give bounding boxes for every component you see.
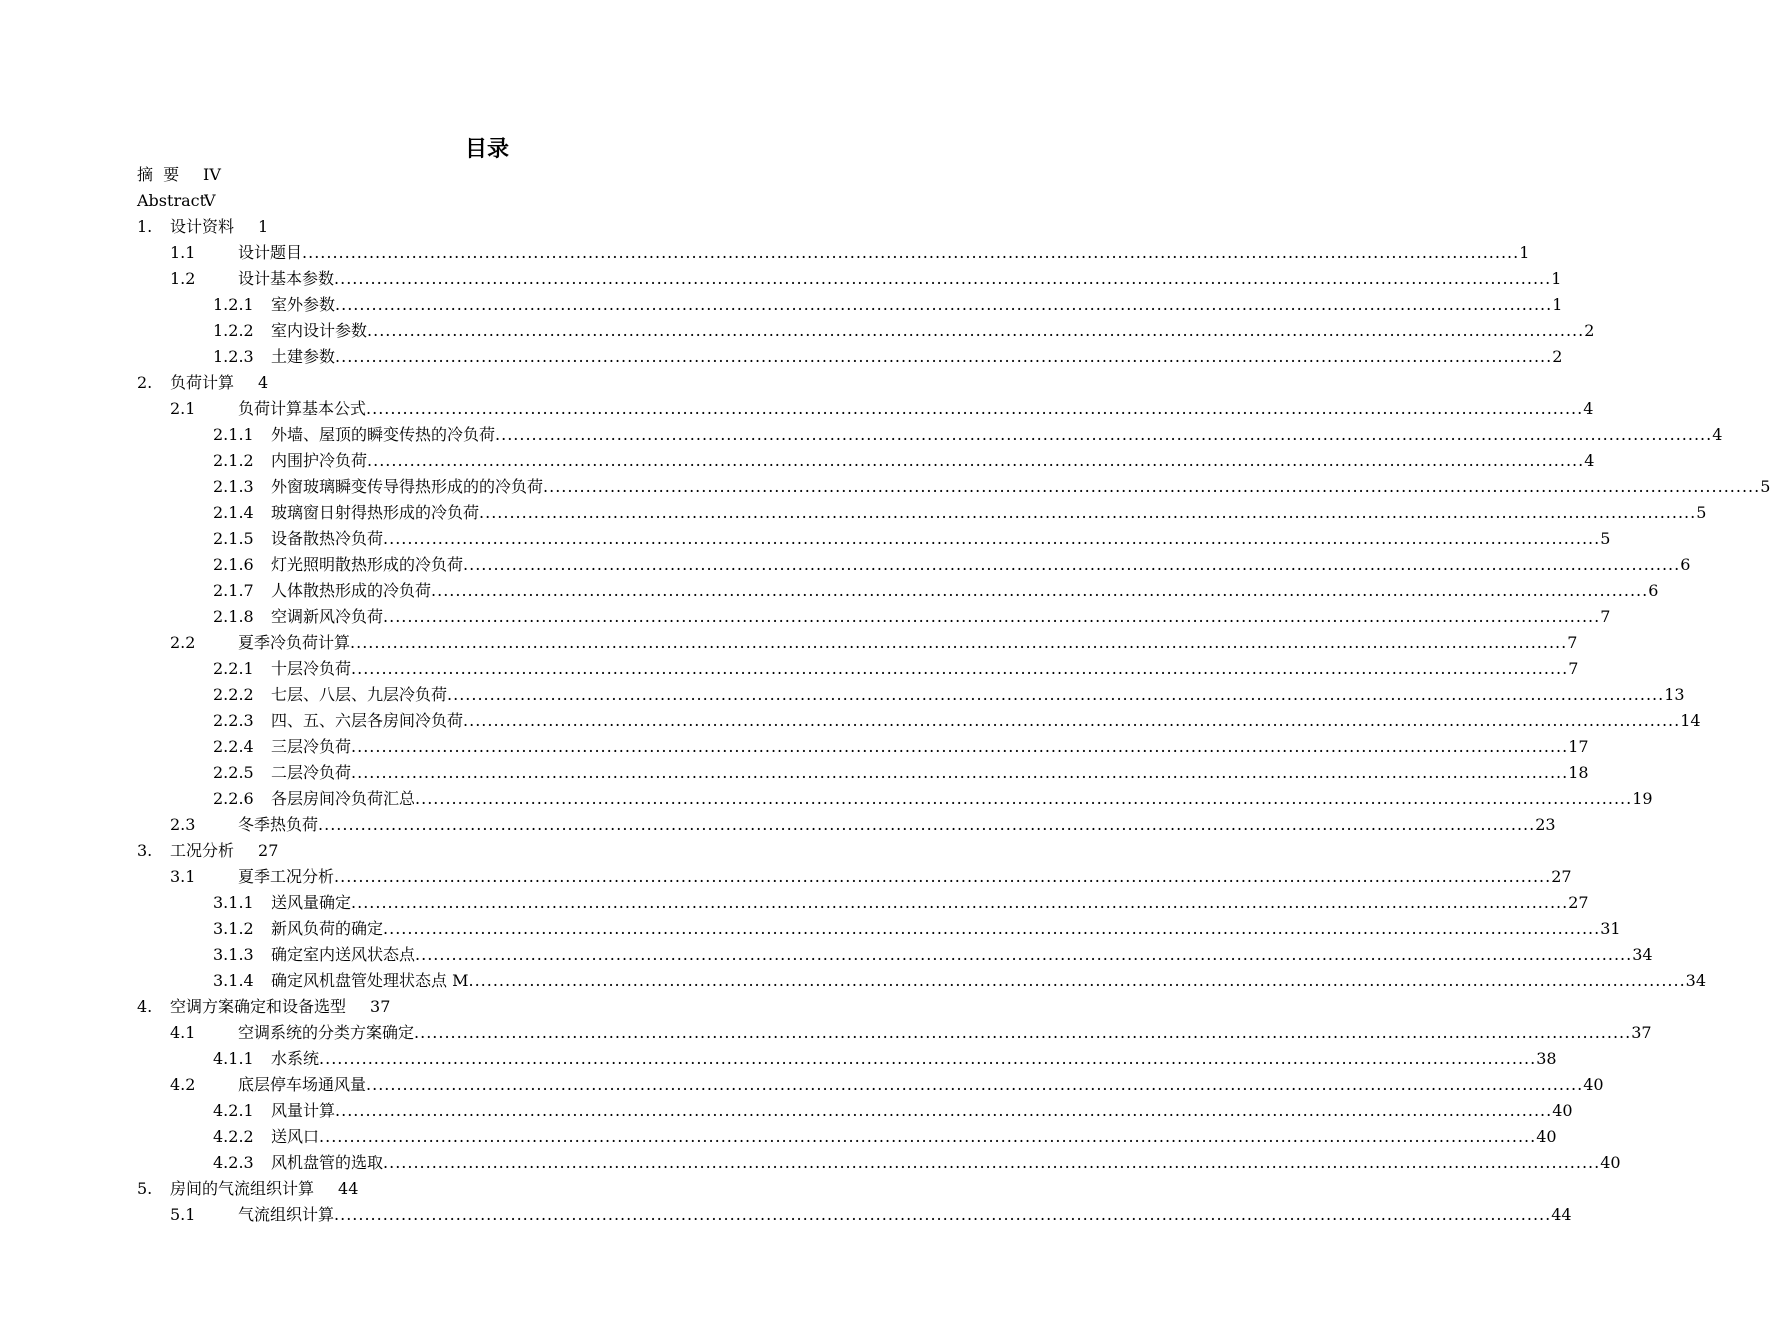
toc-entry-text: 土建参数 [271,344,335,370]
toc-entry-text: 摘 要 [137,165,180,184]
toc-leader-dots: ........................................................................................................................................................................................................ [383,919,1601,938]
toc-entry-level-3 [0,942,1653,968]
toc-entry-number: 2.2.5 [213,763,254,782]
toc-leader-dots: ........................................................................................................................................................................................................ [318,815,1536,834]
toc-leader-dots: ........................................................................................................................................................................................................ [351,737,1569,756]
toc-entry-text: 室外参数 [271,292,335,318]
toc-entry-number: 3.1.3 [213,945,254,964]
toc-entry-level-3 [0,786,1653,812]
toc-entry-page: 40 [1600,1153,1621,1172]
toc-entry-text: 工况分析 [170,841,235,860]
toc-entry-line [271,1124,1557,1150]
toc-entry-level-3 [0,916,1621,942]
toc-entry-level-2 [0,1072,1604,1098]
toc-leader-dots: ........................................................................................................................................................................................................ [367,321,1585,340]
toc-entry-page: 18 [1568,763,1589,782]
toc-entry-level-3 [0,474,1770,500]
toc-entry-text: 十层冷负荷 [271,656,351,682]
toc-entry-number: 3.1.2 [213,919,254,938]
toc-entry-page: 23 [1535,815,1556,834]
toc-entry-line [271,1098,1573,1124]
toc-entry-level-3 [0,422,1723,448]
toc-entry-number: 2.2.1 [213,659,254,678]
toc-entry-level-2 [0,812,1556,838]
toc-entry-number: 2.2 [170,633,196,652]
toc-leader-dots: ........................................................................................................................................................................................................ [334,269,1552,288]
toc-entry-text: Abstract [137,191,207,210]
toc-entry-line [271,318,1595,344]
toc-entry-line [271,786,1653,812]
toc-entry-text: 外窗玻璃瞬变传导得热形成的的冷负荷 [271,474,543,500]
toc-entry-text: 风机盘管的选取 [271,1150,383,1176]
toc-entry-number: 3. [137,841,153,860]
toc-leader-dots: ........................................................................................................................................................................................................ [479,503,1697,522]
toc-entry-text: 空调方案确定和设备选型 [170,997,347,1016]
toc-entry-line [271,578,1659,604]
toc-entry-text: 送风口 [271,1124,319,1150]
toc-leader-dots: ........................................................................................................................................................................................................ [414,1023,1632,1042]
toc-entry-page: 27 [258,841,279,860]
toc-entry-page: 4 [1583,399,1594,418]
toc-entry-line [271,604,1611,630]
toc-entry-text: 三层冷负荷 [271,734,351,760]
toc-entry-level-2 [0,396,1594,422]
toc-entry-page: 37 [1631,1023,1652,1042]
toc-entry-page: 34 [1685,971,1707,990]
toc-entry-page: 1 [1552,295,1563,314]
toc-leader-dots: ........................................................................................................................................................................................................ [383,1153,1601,1172]
toc-entry-text: 外墙、屋顶的瞬变传热的冷负荷 [271,422,495,448]
toc-entry-level-3 [0,1124,1557,1150]
toc-entry-number: 2.1.8 [213,607,254,626]
toc-entry-number: 4.1.1 [213,1049,254,1068]
toc-entry-line [271,1150,1621,1176]
toc-entry-line [271,656,1579,682]
toc-entry-page: 40 [1552,1101,1573,1120]
toc-entry-number: 2.1.7 [213,581,254,600]
toc-entry-text: 气流组织计算 [238,1202,334,1228]
toc-entry-text: 确定风机盘管处理状态点 M [271,968,468,994]
toc-entry-text: 夏季工况分析 [238,864,334,890]
toc-entry-line [271,1046,1557,1072]
toc-leader-dots: ........................................................................................................................................................................................................ [334,867,1552,886]
toc-leader-dots: ........................................................................................................................................................................................................ [367,451,1585,470]
toc-leader-dots: ........................................................................................................................................................................................................ [319,1049,1537,1068]
toc-entry-text: 设备散热冷负荷 [271,526,383,552]
toc-entry-line [238,266,1562,292]
toc-leader-dots: ........................................................................................................................................................................................................ [463,711,1681,730]
toc-entry-level-3 [0,1046,1557,1072]
toc-entry-level-2 [0,630,1578,656]
toc-entry-number: 2.2.2 [213,685,254,704]
toc-leader-dots: ........................................................................................................................................................................................................ [543,477,1761,496]
toc-entry-number: 1.2.2 [213,321,254,340]
toc-entry-text: 冬季热负荷 [238,812,318,838]
toc-entry-line [271,734,1589,760]
toc-entry-number: 1. [137,217,153,236]
toc-leader-dots: ........................................................................................................................................................................................................ [431,581,1649,600]
toc-entry-line [271,942,1653,968]
toc-entry-text: 四、五、六层各房间冷负荷 [271,708,463,734]
toc-entry-number: 4.2.2 [213,1127,254,1146]
toc-leader-dots: ........................................................................................................................................................................................................ [468,971,1686,990]
toc-entry-level-3 [0,760,1589,786]
toc-leader-dots: ........................................................................................................................................................................................................ [366,399,1584,418]
toc-entry-level-3 [0,1098,1573,1124]
toc-entry-page: 19 [1632,789,1653,808]
toc-entry-text: 灯光照明散热形成的冷负荷 [271,552,463,578]
toc-entry-page: 40 [1536,1127,1557,1146]
toc-entry-text: 确定室内送风状态点 [271,942,415,968]
toc-entry-number: 3.1 [170,867,196,886]
toc-entry-text: 水系统 [271,1046,319,1072]
toc-entry-page: 7 [1600,607,1611,626]
toc-leader-dots: ........................................................................................................................................................................................................ [351,659,1569,678]
toc-entry-text: 夏季冷负荷计算 [238,630,350,656]
toc-entry-number: 2.1.3 [213,477,254,496]
toc-entry-number: 1.2.1 [213,295,254,314]
toc-entry-page: 7 [1568,659,1579,678]
toc-entry-line [271,500,1707,526]
toc-entry-line [238,1072,1604,1098]
toc-entry-page: 14 [1680,711,1701,730]
toc-entry-level-1 [0,214,950,240]
toc-entry-number: 2.1.2 [213,451,254,470]
toc-entry-line [238,630,1578,656]
toc-entry-page: 1 [1551,269,1562,288]
toc-entry-line [271,968,1707,994]
toc-entry-text: 七层、八层、九层冷负荷 [271,682,447,708]
toc-leader-dots: ........................................................................................................................................................................................................ [350,633,1568,652]
toc-entry-text: 玻璃窗日射得热形成的冷负荷 [271,500,479,526]
toc-entry-page: 1 [1519,243,1530,262]
toc-leader-dots: ........................................................................................................................................................................................................ [351,763,1569,782]
toc-entry-text: 空调系统的分类方案确定 [238,1020,414,1046]
toc-entry-level-2 [0,266,1562,292]
toc-entry-text: 房间的气流组织计算 [170,1179,315,1198]
toc-leader-dots: ........................................................................................................................................................................................................ [415,789,1633,808]
toc-entry-level-1 [0,994,950,1020]
toc-entry-number: 5. [137,1179,153,1198]
toc-entry-text: 送风量确定 [271,890,351,916]
toc-entry-level-3 [0,734,1589,760]
toc-entry-text: 人体散热形成的冷负荷 [271,578,431,604]
toc-entry-line [271,474,1770,500]
toc-entry-text: 设计基本参数 [238,266,334,292]
toc-entry-line [271,552,1691,578]
toc-entry-text: 新风负荷的确定 [271,916,383,942]
toc-entry-level-1 [0,1176,950,1202]
toc-entry-number: 3.1.1 [213,893,254,912]
toc-entry-level-2 [0,864,1572,890]
toc-leader-dots: ........................................................................................................................................................................................................ [366,1075,1584,1094]
toc-entry-level-3 [0,318,1595,344]
toc-entry-level-3 [0,552,1691,578]
toc-entry-page: 40 [1583,1075,1604,1094]
toc-entry-line [238,1202,1572,1228]
toc-entry-line [271,448,1595,474]
toc-entry-page: 5 [1600,529,1611,548]
toc-entry-page: 27 [1568,893,1589,912]
toc-entry-line [271,292,1563,318]
toc-entry-level-2 [0,1020,1652,1046]
toc-entry-text: 各层房间冷负荷汇总 [271,786,415,812]
toc-entry-level-3 [0,578,1659,604]
toc-entry-line [271,890,1589,916]
toc-entry-level-2 [0,1202,1572,1228]
toc-entry-number: 2.2.3 [213,711,254,730]
toc-entry-line [271,526,1611,552]
toc-entry-line [271,916,1621,942]
toc-entry-page: 2 [1552,347,1563,366]
toc-leader-dots: ........................................................................................................................................................................................................ [302,243,1520,262]
toc-entry-number: 1.2 [170,269,196,288]
toc-entry-number: 2. [137,373,153,392]
toc-entry-line [238,240,1530,266]
toc-entry-number: 2.1.5 [213,529,254,548]
toc-entry-number: 4.2 [170,1075,196,1094]
toc-entry-page: 6 [1648,581,1659,600]
toc-entry-level-3 [0,448,1595,474]
toc-leader-dots: ........................................................................................................................................................................................................ [351,893,1569,912]
toc-entry-level-3 [0,344,1563,370]
toc-entry-line [238,396,1594,422]
toc-entry-level-3 [0,604,1611,630]
toc-entry-page: 17 [1568,737,1589,756]
toc-entry-page: 37 [370,997,391,1016]
toc-leader-dots: ........................................................................................................................................................................................................ [335,295,1553,314]
toc-entry-page: 44 [338,1179,359,1198]
toc-entry-text: 负荷计算基本公式 [238,396,366,422]
toc-entry-level-2 [0,240,1530,266]
toc-entry-text: 室内设计参数 [271,318,367,344]
toc-entry-number: 2.1.1 [213,425,254,444]
toc-entry-page: 5 [1696,503,1707,522]
toc-entry-number: 2.1.4 [213,503,254,522]
toc-entry-line [271,682,1685,708]
toc-leader-dots: ........................................................................................................................................................................................................ [335,1101,1553,1120]
toc-entry-page: 13 [1664,685,1685,704]
toc-entry-page: 5 [1760,477,1770,496]
toc-entry-level-3 [0,656,1579,682]
toc-entry-level-3 [0,890,1589,916]
toc-entry-text: 空调新风冷负荷 [271,604,383,630]
toc-entry-number: 2.2.4 [213,737,254,756]
toc-entry-level-3 [0,1150,1621,1176]
toc-leader-dots: ........................................................................................................................................................................................................ [383,529,1601,548]
toc-entry-text: 风量计算 [271,1098,335,1124]
toc-entry-page: 31 [1600,919,1621,938]
toc-entry-number: 1.2.3 [213,347,254,366]
toc-entry-page: IV [203,165,221,184]
toc-entry-level-3 [0,292,1563,318]
toc-entry-line [238,1020,1652,1046]
toc-leader-dots: ........................................................................................................................................................................................................ [319,1127,1537,1146]
toc-entry-text: 内围护冷负荷 [271,448,367,474]
toc-entry-level-1 [0,838,950,864]
toc-entry-page: 1 [258,217,269,236]
toc-entry-number: 5.1 [170,1205,196,1224]
toc-entry-line [238,864,1572,890]
toc-entry-page: 2 [1584,321,1595,340]
toc-entry-page: 4 [258,373,269,392]
toc-leader-dots: ........................................................................................................................................................................................................ [335,347,1553,366]
toc-entry-level-3 [0,500,1707,526]
toc-entry-level-3 [0,682,1685,708]
toc-entry-page: V [204,191,216,210]
toc-entry-number: 3.1.4 [213,971,254,990]
toc-entry-number: 4.1 [170,1023,196,1042]
toc-entry-number: 1.1 [170,243,196,262]
toc-leader-dots: ........................................................................................................................................................................................................ [334,1205,1552,1224]
toc-leader-dots: ........................................................................................................................................................................................................ [415,945,1633,964]
toc-entry-page: 4 [1584,451,1595,470]
toc-entry-level-3 [0,708,1701,734]
toc-leader-dots: ........................................................................................................................................................................................................ [463,555,1681,574]
toc-entry-line [238,812,1556,838]
toc-entry-number: 4.2.3 [213,1153,254,1172]
toc-entry-line [271,344,1563,370]
toc-entry-page: 4 [1712,425,1723,444]
toc-entry-text: 负荷计算 [170,373,235,392]
toc-leader-dots: ........................................................................................................................................................................................................ [447,685,1665,704]
toc-leader-dots: ........................................................................................................................................................................................................ [495,425,1713,444]
toc-entry-level-3 [0,526,1611,552]
toc-entry-line [271,760,1589,786]
toc-entry-line [271,422,1723,448]
toc-entry-text: 底层停车场通风量 [238,1072,366,1098]
toc-entry-page: 6 [1680,555,1691,574]
toc-title: 目录 [464,137,509,162]
toc-entry-page: 44 [1551,1205,1572,1224]
toc-entry-page: 27 [1551,867,1572,886]
toc-entry-number: 2.2.6 [213,789,254,808]
toc-entry-level-3 [0,968,1707,994]
toc-entry-page: 38 [1536,1049,1557,1068]
toc-entry-number: 2.3 [170,815,196,834]
toc-entry-number: 2.1.6 [213,555,254,574]
toc-entry-page: 7 [1567,633,1578,652]
toc-entry-number: 4.2.1 [213,1101,254,1120]
toc-entry-text: 设计题目 [238,240,302,266]
toc-entry-text: 设计资料 [170,217,235,236]
toc-entry-number: 2.1 [170,399,196,418]
toc-entry-line [271,708,1701,734]
toc-entry-text: 二层冷负荷 [271,760,351,786]
toc-entry-number: 4. [137,997,153,1016]
toc-leader-dots: ........................................................................................................................................................................................................ [383,607,1601,626]
toc-entry-page: 34 [1632,945,1653,964]
toc-entry-level-1 [0,370,950,396]
